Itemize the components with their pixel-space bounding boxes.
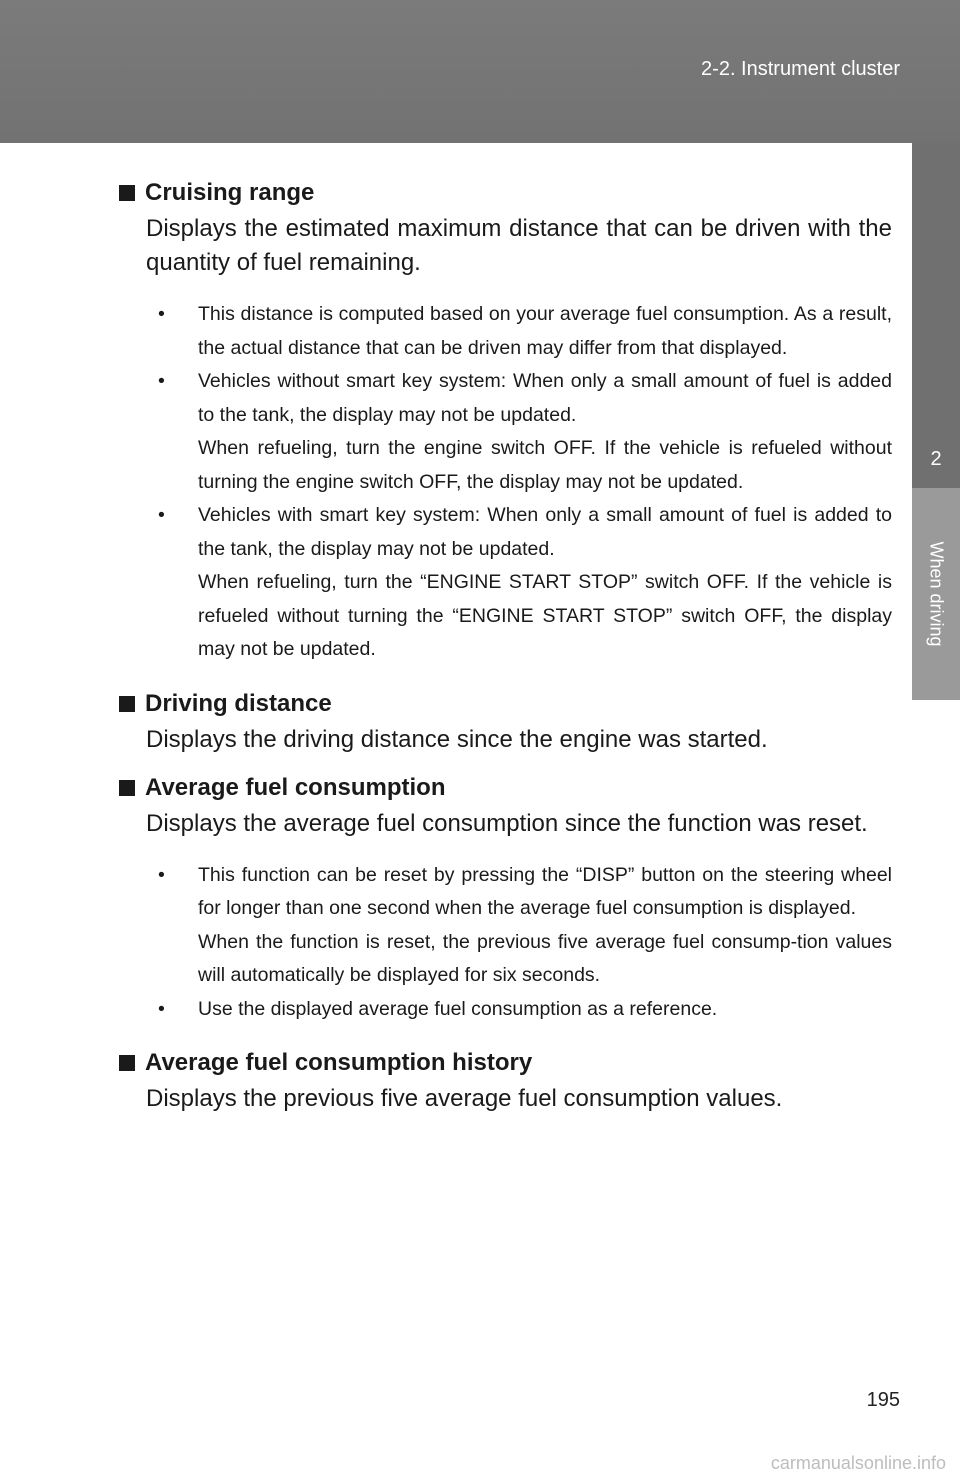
bullet-text: Vehicles with smart key system: When only a small amount of fuel is added to the tank, the display may not be updated. [198, 504, 892, 560]
list-item [158, 298, 892, 365]
bullet-list [158, 298, 892, 667]
list-item [158, 859, 892, 993]
square-bullet-icon [119, 185, 135, 201]
heading-text: Driving distance [145, 689, 332, 717]
bullet-text: This distance is computed based on your average fuel consumption. As a result, the actual distance that can be driven may differ from that displayed. [198, 303, 892, 359]
bullet-text: Use the displayed average fuel consumption as a reference. [198, 997, 718, 1020]
bullet-extra-text: When refueling, turn the “ENGINE START STOP” switch OFF. If the vehicle is refueled without turning the “ENGINE START STOP” switch OFF, the display may not be updated. [198, 571, 892, 660]
heading-text: Cruising range [145, 179, 315, 206]
watermark: carmanualsonline.info [770, 1453, 946, 1473]
square-bullet-icon [119, 696, 135, 712]
section-driving-distance [120, 687, 892, 757]
square-bullet-icon [119, 1055, 135, 1071]
chapter-number: 2 [930, 448, 942, 470]
bullet-text: Vehicles without smart key system: When only a small amount of fuel is added to the tank, the display may not be updated. [198, 370, 892, 426]
section-heading [120, 1046, 892, 1080]
section-heading [120, 176, 892, 210]
section-cruising-range [120, 176, 892, 667]
heading-text: Average fuel consumption history [145, 1049, 533, 1076]
section-text: Displays the previous five average fuel consumption values. [146, 1085, 783, 1112]
heading-text: Average fuel consumption [145, 773, 446, 801]
square-bullet-icon [119, 780, 135, 796]
section-heading [120, 771, 892, 805]
page-number: 195 [866, 1389, 900, 1411]
section-label: 2-2. Instrument cluster [701, 58, 900, 80]
list-item [158, 499, 892, 667]
section-average-fuel-consumption-history [120, 1046, 892, 1116]
page-content [120, 176, 892, 1116]
bullet-dot-icon: • [158, 997, 165, 1020]
header-bar [0, 0, 960, 143]
list-item [158, 365, 892, 499]
bullet-list [158, 859, 892, 1027]
bullet-text: This function can be reset by pressing the “DISP” button on the steering wheel for longer than one second when the average fuel consumption is displayed. [198, 863, 892, 919]
bullet-extra-text: When refueling, turn the engine switch OFF. If the vehicle is refueled without turning the engine switch OFF, the display may not be updated. [198, 437, 892, 493]
bullet-dot-icon: • [158, 504, 165, 526]
section-text: Displays the driving distance since the engine was started. [146, 725, 768, 753]
list-item [158, 993, 892, 1027]
section-text: Displays the estimated maximum distance that can be driven with the quantity of fuel remaining. [146, 215, 892, 276]
section-text: Displays the average fuel consumption since the function was reset. [146, 809, 868, 837]
chapter-label: When driving [926, 541, 947, 647]
bullet-dot-icon: • [158, 370, 165, 392]
section-heading [120, 687, 892, 721]
bullet-dot-icon: • [158, 303, 165, 325]
bullet-dot-icon: • [158, 863, 165, 886]
chapter-tab [912, 143, 960, 488]
bullet-extra-text: When the function is reset, the previous five average fuel consump-tion values will automatically be displayed for six seconds. [198, 930, 892, 986]
section-average-fuel-consumption [120, 771, 892, 1027]
